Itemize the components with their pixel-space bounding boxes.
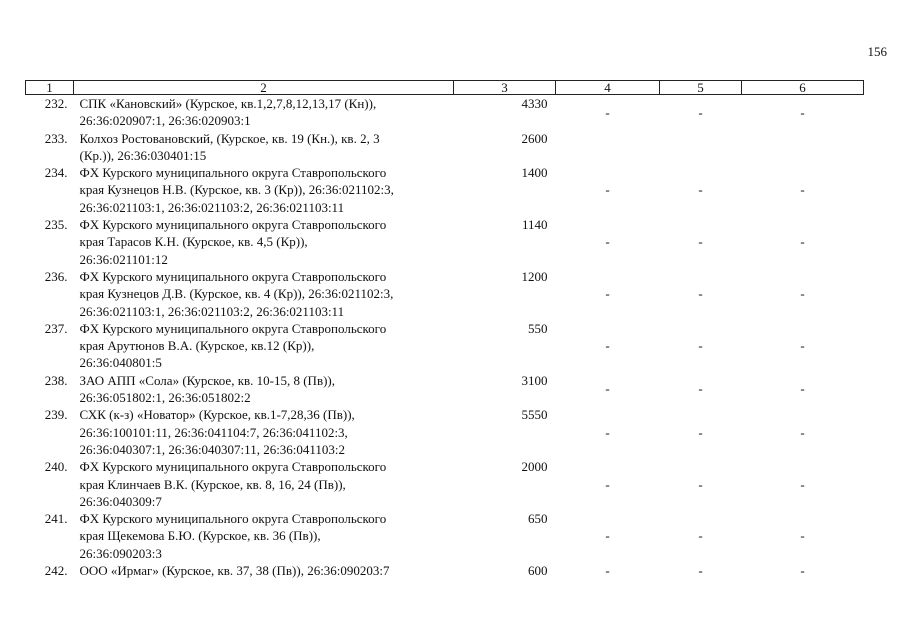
holder-description-line: ООО «Ирмаг» (Курское, кв. 37, 38 (Пв)), 26:36:090203:7 xyxy=(79,563,390,579)
holder-description-line: ФХ Курского муниципального округа Ставропольского xyxy=(79,511,387,527)
holder-description xyxy=(74,95,454,130)
column-6-value: - xyxy=(800,424,805,440)
column-5-value: - xyxy=(698,104,703,120)
column-6-value: - xyxy=(800,286,805,302)
holder-description-line: СПК «Кановский» (Курское, кв.1,2,7,8,12,13,17 (Кн)), xyxy=(79,96,377,111)
column-4-value: - xyxy=(605,381,610,397)
holder-description xyxy=(74,458,454,510)
area-value: 1140 xyxy=(521,217,548,233)
holder-description-line: 26:36:020907:1, 26:36:020903:1 xyxy=(79,113,251,129)
table-row xyxy=(26,320,864,372)
holder-description-line: края Тарасов К.Н. (Курское, кв. 4,5 (Кр)), xyxy=(79,234,308,250)
area-value: 2000 xyxy=(521,459,548,475)
column-6-value: - xyxy=(800,476,805,492)
column-5-value: - xyxy=(698,476,703,492)
row-number: 236. xyxy=(44,268,68,284)
row-number: 235. xyxy=(44,217,68,233)
column-4-value: - xyxy=(605,338,610,354)
holder-description-line: края Щекемова Б.Ю. (Курское, кв. 36 (Пв)), xyxy=(79,528,321,544)
column-6-value: - xyxy=(800,528,805,544)
holder-description-line: (Кр.)), 26:36:030401:15 xyxy=(79,147,207,163)
table-row xyxy=(26,95,864,130)
column-6-value: - xyxy=(800,563,805,579)
land-register-table xyxy=(25,80,864,579)
holder-description-line: 26:36:021103:1, 26:36:021103:2, 26:36:021103:11 xyxy=(79,199,345,215)
column-5-value: - xyxy=(698,424,703,440)
holder-description xyxy=(74,130,454,165)
table-row xyxy=(26,510,864,562)
row-number: 240. xyxy=(44,459,68,475)
column-5-value xyxy=(660,130,742,165)
page-number: 156 xyxy=(867,44,887,59)
column-6-value: - xyxy=(800,182,805,198)
column-header-1: 1 xyxy=(26,81,74,95)
holder-description-line: ФХ Курского муниципального округа Ставропольского xyxy=(79,459,387,475)
holder-description-line: 26:36:090203:3 xyxy=(79,545,162,561)
table-row xyxy=(26,458,864,510)
holder-description-line: 26:36:051802:1, 26:36:051802:2 xyxy=(79,390,251,406)
holder-description-line: края Арутюнов В.А. (Курское, кв.12 (Кр)), xyxy=(79,338,315,354)
holder-description-line: 26:36:021103:1, 26:36:021103:2, 26:36:021103:11 xyxy=(79,303,345,319)
column-6-value: - xyxy=(800,381,805,397)
column-4-value xyxy=(556,130,660,165)
column-5-value: - xyxy=(698,286,703,302)
holder-description-line: СХК (к-з) «Новатор» (Курское, кв.1-7,28,36 (Пв)), xyxy=(79,407,355,423)
row-number: 232. xyxy=(44,96,68,111)
column-6-value: - xyxy=(800,338,805,354)
holder-description xyxy=(74,216,454,268)
holder-description xyxy=(74,372,454,407)
column-4-value: - xyxy=(605,563,610,579)
area-value: 1200 xyxy=(521,268,548,284)
area-value: 5550 xyxy=(521,407,548,423)
holder-description xyxy=(74,320,454,372)
column-6-value: - xyxy=(800,104,805,120)
table-row xyxy=(26,372,864,407)
column-5-value: - xyxy=(698,234,703,250)
holder-description-line: 26:36:040307:1, 26:36:040307:11, 26:36:041103:2 xyxy=(79,441,346,457)
holder-description-line: ФХ Курского муниципального округа Ставропольского xyxy=(79,165,387,181)
holder-description-line: 26:36:100101:11, 26:36:041104:7, 26:36:041102:3, xyxy=(79,424,348,440)
holder-description-line: края Кузнецов Д.В. (Курское, кв. 4 (Кр)), 26:36:021102:3, xyxy=(79,286,394,302)
row-number: 233. xyxy=(44,130,68,146)
column-4-value: - xyxy=(605,104,610,120)
row-number: 237. xyxy=(44,320,68,336)
area-value: 600 xyxy=(528,563,548,579)
table-body xyxy=(26,95,864,580)
table-row xyxy=(26,562,864,579)
column-header-2: 2 xyxy=(74,81,454,95)
holder-description-line: 26:36:040801:5 xyxy=(79,355,162,371)
area-value: 2600 xyxy=(521,130,548,146)
column-4-value: - xyxy=(605,476,610,492)
holder-description xyxy=(74,268,454,320)
area-value: 1400 xyxy=(521,165,548,181)
area-value: 650 xyxy=(528,511,548,527)
column-header-6: 6 xyxy=(742,81,864,95)
table-header-row xyxy=(26,81,864,95)
column-5-value: - xyxy=(698,182,703,198)
column-5-value: - xyxy=(698,563,703,579)
row-number: 242. xyxy=(44,563,68,579)
column-4-value: - xyxy=(605,182,610,198)
column-4-value: - xyxy=(605,528,610,544)
column-4-value: - xyxy=(605,234,610,250)
column-header-3: 3 xyxy=(454,81,556,95)
column-4-value: - xyxy=(605,286,610,302)
table-row xyxy=(26,406,864,458)
holder-description-line: края Клинчаев В.К. (Курское, кв. 8, 16, 24 (Пв)), xyxy=(79,476,346,492)
table-row xyxy=(26,216,864,268)
column-5-value: - xyxy=(698,528,703,544)
column-header-4: 4 xyxy=(556,81,660,95)
holder-description xyxy=(74,164,454,216)
holder-description-line: ФХ Курского муниципального округа Ставропольского xyxy=(79,268,387,284)
column-6-value xyxy=(742,130,864,165)
column-6-value: - xyxy=(800,234,805,250)
row-number: 239. xyxy=(44,407,68,423)
holder-description xyxy=(74,510,454,562)
holder-description-line: 26:36:040309:7 xyxy=(79,493,162,509)
table-row xyxy=(26,130,864,165)
holder-description xyxy=(74,562,454,579)
holder-description xyxy=(74,406,454,458)
column-header-5: 5 xyxy=(660,81,742,95)
column-5-value: - xyxy=(698,381,703,397)
holder-description-line: ФХ Курского муниципального округа Ставропольского xyxy=(79,320,387,336)
area-value: 550 xyxy=(528,320,548,336)
row-number: 238. xyxy=(44,372,68,388)
holder-description-line: ЗАО АПП «Сола» (Курское, кв. 10-15, 8 (Пв)), xyxy=(79,372,335,388)
row-number: 234. xyxy=(44,165,68,181)
area-value: 4330 xyxy=(521,96,548,111)
holder-description-line: ФХ Курского муниципального округа Ставропольского xyxy=(79,217,387,233)
area-value: 3100 xyxy=(521,372,548,388)
column-4-value: - xyxy=(605,424,610,440)
table-row xyxy=(26,164,864,216)
table-row xyxy=(26,268,864,320)
holder-description-line: Колхоз Ростовановский, (Курское, кв. 19 (Кн.), кв. 2, 3 xyxy=(79,130,380,146)
row-number: 241. xyxy=(44,511,68,527)
holder-description-line: края Кузнецов Н.В. (Курское, кв. 3 (Кр)), 26:36:021102:3, xyxy=(79,182,394,198)
column-5-value: - xyxy=(698,338,703,354)
holder-description-line: 26:36:021101:12 xyxy=(79,251,168,267)
